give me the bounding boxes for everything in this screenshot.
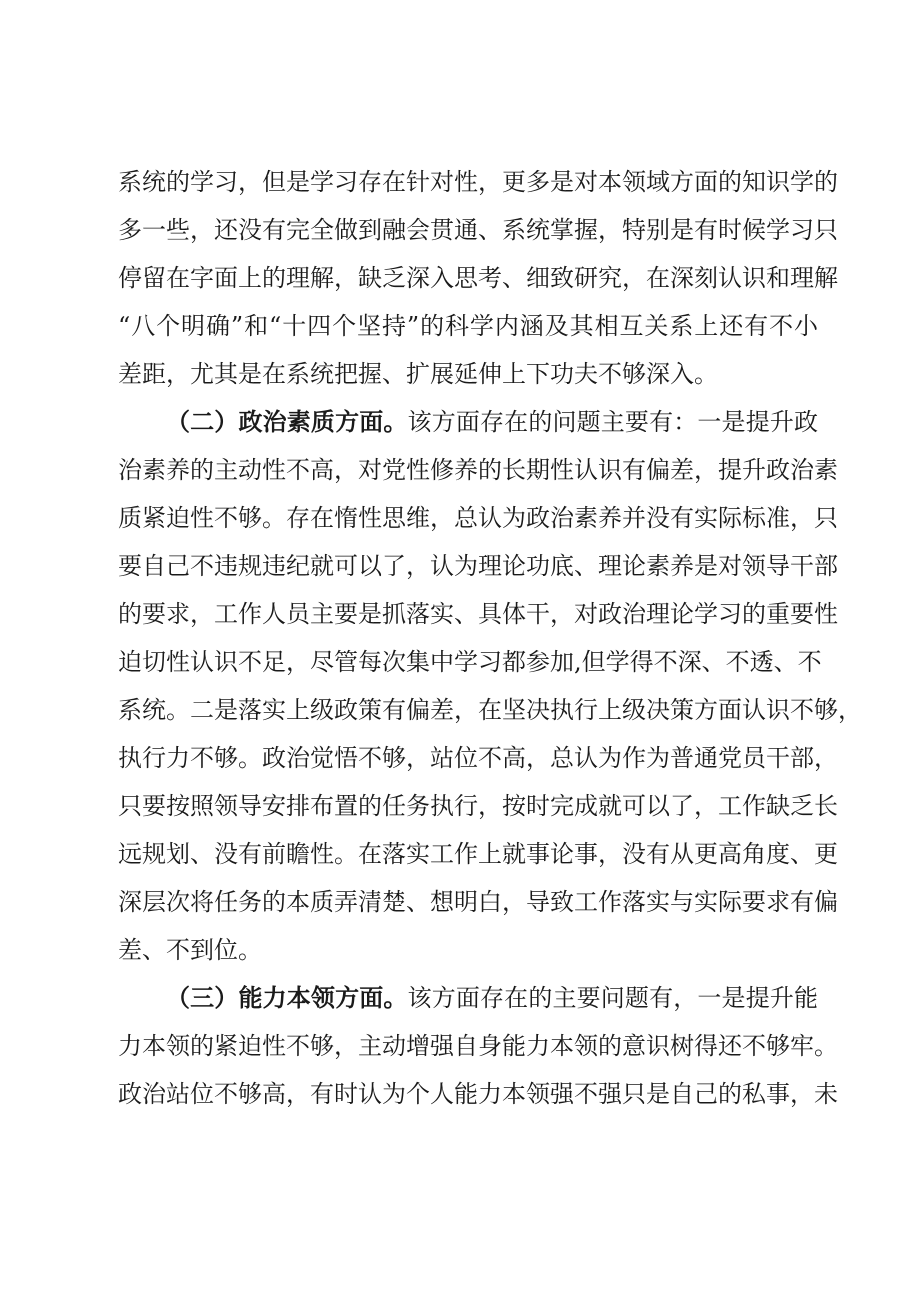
line-text: 治素养的主动性不高，对党性修养的长期性认识有偏差，提升政治素 xyxy=(118,456,838,484)
paragraph-line xyxy=(118,450,838,490)
line-text: 多一些，还没有完全做到融会贯通、系统掌握，特别是有时候学习只 xyxy=(118,216,838,244)
paragraph-line xyxy=(118,498,838,538)
line-text: 质紧迫性不够。存在惰性思维，总认为政治素养并没有实际标准，只 xyxy=(118,504,838,532)
line-text: 远规划、没有前瞻性。在落实工作上就事论事，没有从更高角度、更 xyxy=(118,840,838,868)
paragraph-line xyxy=(166,402,818,442)
paragraph-line xyxy=(118,258,838,298)
line-text: 只要按照领导安排布置的任务执行，按时完成就可以了，工作缺乏长 xyxy=(118,792,838,820)
line-text: 政治站位不够高，有时认为个人能力本领强不强只是自己的私事，未 xyxy=(118,1080,838,1108)
line-text: 系统。二是落实上级政策有偏差，在坚决执行上级决策方面认识不够， xyxy=(118,696,862,724)
paragraph-line xyxy=(118,354,818,394)
paragraph-line xyxy=(118,210,838,250)
paragraph-line xyxy=(118,834,838,874)
line-text: 差、不到位。 xyxy=(118,936,262,964)
paragraph-line xyxy=(118,546,838,586)
line-text: 要自己不违规违纪就可以了，认为理论功底、理论素养是对领导干部 xyxy=(118,552,838,580)
line-text: 执行力不够。政治觉悟不够，站位不高，总认为作为普通党员干部， xyxy=(118,744,838,772)
line-text: 该方面存在的主要问题有，一是提升能 xyxy=(407,984,819,1012)
line-text: 差距，尤其是在系统把握、扩展延伸上下功夫不够深入。 xyxy=(118,360,718,388)
paragraph-line xyxy=(118,882,838,922)
line-text: “八个明确”和“十四个坚持”的科学内涵及其相互关系上还有不小 xyxy=(118,312,818,340)
paragraph-line xyxy=(118,930,818,970)
paragraph-line xyxy=(118,642,822,682)
section-heading: （二）政治素质方面。 xyxy=(166,407,408,436)
paragraph-line xyxy=(118,1074,838,1114)
paragraph-line xyxy=(118,306,818,346)
paragraph-line xyxy=(118,690,862,730)
line-text: 深层次将任务的本质弄清楚、想明白，导致工作落实与实际要求有偏 xyxy=(118,888,838,916)
paragraph-line xyxy=(166,978,818,1018)
paragraph-line xyxy=(118,1026,838,1066)
line-text: 系统的学习，但是学习存在针对性，更多是对本领域方面的知识学的 xyxy=(118,168,838,196)
line-text: 该方面存在的问题主要有：一是提升政 xyxy=(407,408,819,436)
line-text: 的要求，工作人员主要是抓落实、具体干，对政治理论学习的重要性 xyxy=(118,600,838,628)
section-heading: （三）能力本领方面。 xyxy=(166,983,408,1012)
paragraph-line xyxy=(118,786,838,826)
paragraph-line xyxy=(118,162,838,202)
line-text: 迫切性认识不足，尽管每次集中学习都参加,但学得不深、不透、不 xyxy=(118,648,822,676)
line-text: 力本领的紧迫性不够，主动增强自身能力本领的意识树得还不够牢。 xyxy=(118,1032,838,1060)
paragraph-line xyxy=(118,738,838,778)
paragraph-line xyxy=(118,594,838,634)
line-text: 停留在字面上的理解，缺乏深入思考、细致研究，在深刻认识和理解 xyxy=(118,264,838,292)
